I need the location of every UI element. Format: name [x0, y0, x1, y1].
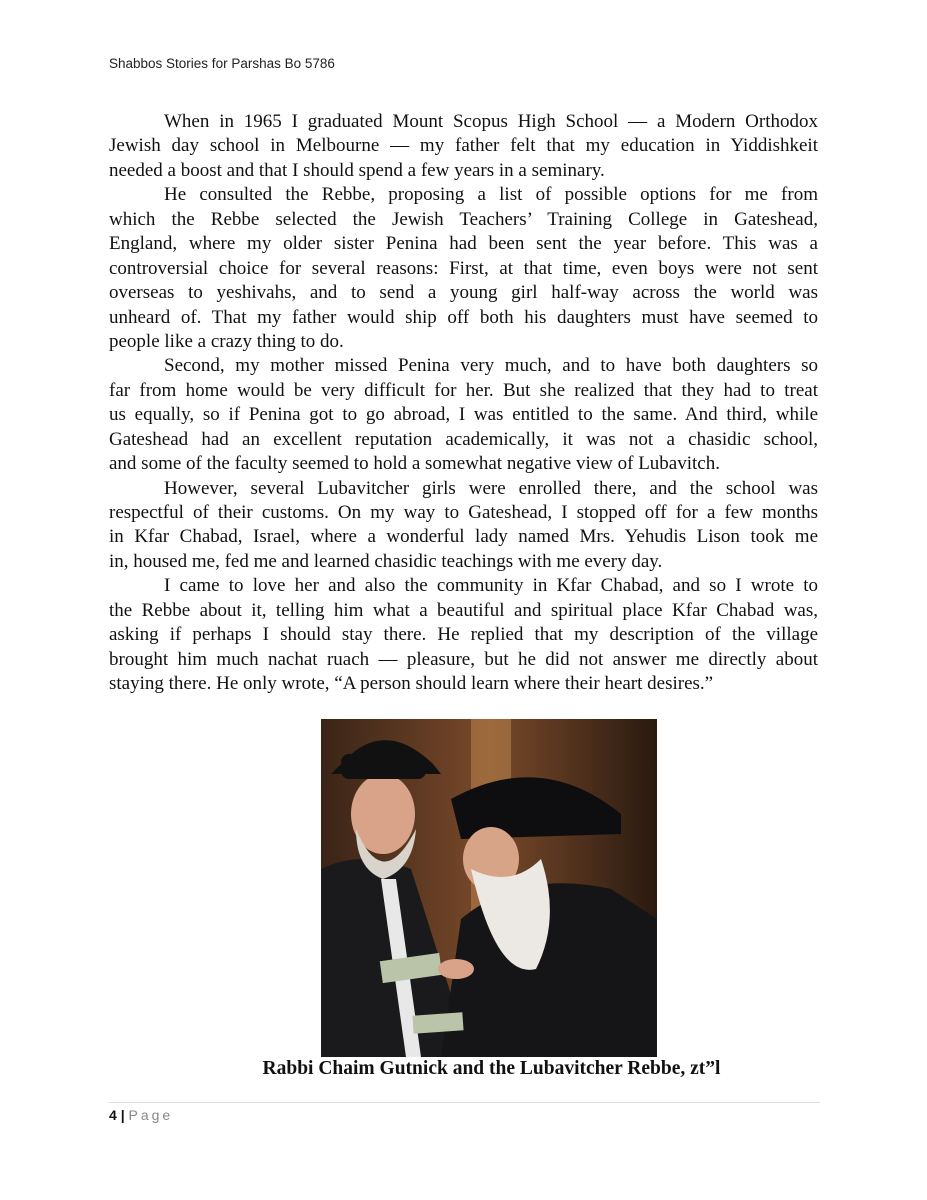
text-line: asking if perhaps I should stay there. He replied that my description of the village	[109, 624, 818, 646]
footer-divider	[109, 1102, 820, 1103]
text-line: controversial choice for several reasons: First, at that time, even boys were not sent	[109, 257, 818, 279]
text-line: in Kfar Chabad, Israel, where a wonderful lady named Mrs. Yehudis Lison took me	[109, 526, 818, 548]
text-line: and some of the faculty seemed to hold a somewhat negative view of Lubavitch.	[109, 453, 720, 475]
figure-caption: Rabbi Chaim Gutnick and the Lubavitcher Rebbe, zt”l	[262, 1058, 721, 1079]
text-line: which the Rebbe selected the Jewish Teachers’ Training College in Gateshead,	[109, 208, 818, 230]
footer-separator: |	[120, 1107, 125, 1123]
text-line: respectful of their customs. On my way to Gateshead, I stopped off for a few months	[109, 502, 818, 523]
text-line: staying there. He only wrote, “A person should learn where their heart desires.”	[109, 673, 714, 695]
article-body	[109, 110, 818, 697]
text-line: brought him much nachat ruach — pleasure, but he did not answer me directly about	[109, 648, 818, 670]
text-line: England, where my older sister Penina had been sent the year before. This was a	[109, 233, 818, 255]
text-line: unheard of. That my father would ship off both his daughters must have seemed to	[109, 306, 818, 328]
page-footer	[109, 1107, 173, 1123]
page-number: 4	[109, 1107, 117, 1123]
paragraph	[109, 574, 818, 696]
text-line: Second, my mother missed Penina very much, and to have both daughters so	[164, 355, 818, 377]
text-line: the Rebbe about it, telling him what a beautiful and spiritual place Kfar Chabad was,	[109, 599, 818, 621]
text-line: I came to love her and also the community in Kfar Chabad, and so I wrote to	[164, 575, 818, 597]
text-line: us equally, so if Penina got to go abroad, I was entitled to the same. And third, while	[109, 404, 818, 426]
text-line: in, housed me, fed me and learned chasidic teachings with me every day.	[109, 550, 663, 572]
text-line: overseas to yeshivahs, and to send a young girl half-way across the world was	[109, 282, 818, 304]
text-line: people like a crazy thing to do.	[109, 330, 344, 352]
text-line: However, several Lubavitcher girls were enrolled there, and the school was	[164, 477, 818, 499]
text-line: When in 1965 I graduated Mount Scopus High School — a Modern Orthodox	[164, 111, 818, 132]
text-line: Gateshead had an excellent reputation academically, it was not a chasidic school,	[109, 428, 818, 450]
text-line: far from home would be very difficult for her. But she realized that they had to treat	[109, 379, 818, 401]
text-line: He consulted the Rebbe, proposing a list of possible options for me from	[164, 184, 818, 206]
text-line: needed a boost and that I should spend a few years in a seminary.	[109, 159, 605, 181]
paragraph	[109, 477, 818, 575]
page-label: Page	[128, 1107, 174, 1123]
paragraph	[109, 183, 818, 354]
running-header: Shabbos Stories for Parshas Bo 5786	[109, 56, 335, 71]
paragraph	[109, 110, 818, 183]
photo-rabbi-and-rebbe	[321, 719, 657, 1057]
paragraph	[109, 354, 818, 476]
text-line: Jewish day school in Melbourne — my father felt that my education in Yiddishkeit	[109, 135, 818, 157]
